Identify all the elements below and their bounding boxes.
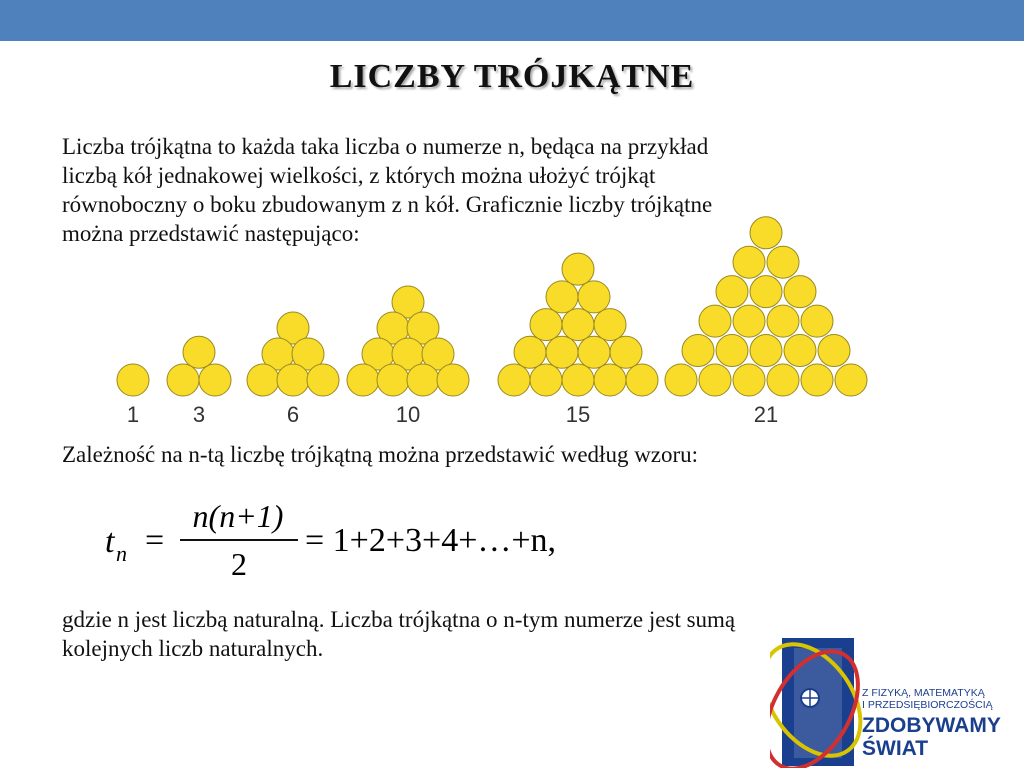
- ball: [818, 335, 850, 367]
- formula-equals: =: [145, 522, 165, 559]
- ball: [682, 335, 714, 367]
- top-bar: [0, 0, 1024, 41]
- formula-lhs: t: [105, 523, 115, 560]
- triangle-group-10: [347, 286, 469, 427]
- ball: [347, 364, 379, 396]
- formula-lhs-subscript: n: [116, 541, 127, 566]
- logo-text-line2: I PRZEDSIĘBIORCZOŚCIĄ: [862, 699, 993, 711]
- ball: [514, 336, 546, 368]
- logo-text-line3: ZDOBYWAMY: [862, 714, 1001, 737]
- triangle-label: 10: [395, 402, 421, 427]
- triangular-number-formula: [100, 495, 660, 585]
- ball: [117, 364, 149, 396]
- ball: [377, 312, 409, 344]
- ball: [784, 335, 816, 367]
- ball: [716, 276, 748, 308]
- ball: [801, 364, 833, 396]
- triangle-label: 21: [753, 402, 779, 427]
- triangle-label: 1: [126, 402, 140, 427]
- intro-paragraph: [62, 132, 942, 248]
- ball: [277, 364, 309, 396]
- ball: [750, 335, 782, 367]
- ball: [392, 286, 424, 318]
- ball: [562, 253, 594, 285]
- ball: [733, 305, 765, 337]
- ball: [784, 276, 816, 308]
- triangle-label: 6: [286, 402, 300, 427]
- ball: [699, 364, 731, 396]
- triangle-group-6: [247, 312, 339, 427]
- ball: [610, 336, 642, 368]
- ball: [562, 309, 594, 341]
- ball: [733, 246, 765, 278]
- ball: [750, 276, 782, 308]
- ball: [594, 309, 626, 341]
- logo-text-line1: Z FIZYKĄ, MATEMATYKĄ: [862, 687, 985, 699]
- triangle-group-3: [167, 336, 231, 427]
- triangle-group-1: [117, 364, 149, 427]
- logo-text-line4: ŚWIAT: [862, 737, 929, 760]
- ball: [437, 364, 469, 396]
- ball: [578, 336, 610, 368]
- ball: [716, 335, 748, 367]
- ball: [530, 309, 562, 341]
- intro-line: liczbą kół jednakowej wielkości, z których można ułożyć trójkąt: [62, 163, 656, 188]
- ball: [199, 364, 231, 396]
- ball: [407, 312, 439, 344]
- formula-intro: Zależność na n-tą liczbę trójkątną można przedstawić według wzoru:: [62, 442, 699, 467]
- formula-denominator: 2: [231, 546, 247, 582]
- ball: [546, 281, 578, 313]
- ball: [767, 305, 799, 337]
- ball: [835, 364, 867, 396]
- ball: [665, 364, 697, 396]
- intro-line: Liczba trójkątna to każda taka liczba o numerze n, będąca na przykład: [62, 134, 709, 159]
- formula-numerator: n(n+1): [192, 498, 284, 534]
- ball: [562, 364, 594, 396]
- ball: [626, 364, 658, 396]
- ball: [733, 364, 765, 396]
- ball: [407, 364, 439, 396]
- triangle-label: 15: [565, 402, 591, 427]
- ball: [767, 364, 799, 396]
- ball: [277, 312, 309, 344]
- ball: [362, 338, 394, 370]
- triangle-group-21: [665, 217, 867, 427]
- ball: [801, 305, 833, 337]
- ball: [498, 364, 530, 396]
- triangle-label: 3: [192, 402, 206, 427]
- ball: [247, 364, 279, 396]
- ball: [422, 338, 454, 370]
- ball: [183, 336, 215, 368]
- intro-line: równoboczny o boku zbudowanym z n kół. Graficznie liczby trójkątne: [62, 192, 713, 217]
- ball: [292, 338, 324, 370]
- ball: [307, 364, 339, 396]
- triangle-group-15: [498, 253, 658, 427]
- ball: [167, 364, 199, 396]
- ball: [262, 338, 294, 370]
- ball: [594, 364, 626, 396]
- ball: [392, 338, 424, 370]
- ball: [377, 364, 409, 396]
- closing-line: kolejnych liczb naturalnych.: [62, 636, 324, 661]
- ball: [767, 246, 799, 278]
- ball: [578, 281, 610, 313]
- ball: [699, 305, 731, 337]
- ball: [530, 364, 562, 396]
- project-logo: [770, 630, 1024, 768]
- formula-rhs: = 1+2+3+4+…+n,: [305, 522, 557, 559]
- closing-line: gdzie n jest liczbą naturalną. Liczba trójkątna o n-tym numerze jest sumą: [62, 607, 736, 632]
- intro-line: można przedstawić następująco:: [62, 221, 360, 246]
- ball: [546, 336, 578, 368]
- slide-title: LICZBY TRÓJKĄTNE: [329, 58, 695, 95]
